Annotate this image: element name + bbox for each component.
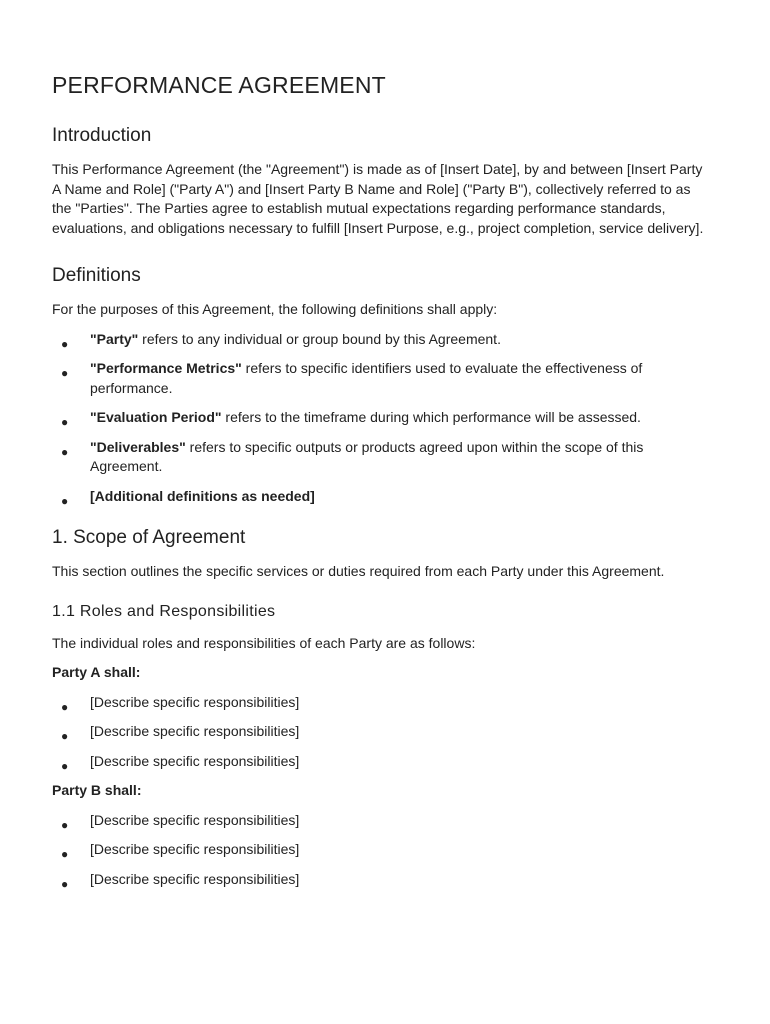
party-a-label: Party A shall:: [52, 664, 141, 680]
definition-text: refers to specific outputs or products agreed upon within the scope of this Agreement.: [90, 438, 644, 474]
bullet-icon: ●: [61, 415, 69, 429]
roles-lead: The individual roles and responsibilities of each Party are as follows:: [52, 634, 476, 651]
responsibility-text: [Describe specific responsibilities]: [90, 811, 300, 828]
definition-term: "Evaluation Period": [90, 409, 222, 425]
responsibility-text: [Describe specific responsibilities]: [90, 870, 300, 887]
responsibility-text: [Describe specific responsibilities]: [90, 693, 300, 710]
bullet-icon: ●: [61, 336, 69, 351]
bullet-icon: ●: [61, 444, 69, 459]
list-item: [52, 487, 712, 507]
definitions-heading: Definitions: [52, 265, 141, 286]
bullet-icon: ●: [61, 729, 69, 743]
document-page: [52, 70, 712, 899]
bullet-icon: ●: [61, 699, 69, 714]
bullet-icon: ●: [61, 493, 69, 508]
definition-term: "Deliverables": [90, 438, 186, 455]
list-item: [52, 438, 712, 477]
definition-term: "Party": [90, 330, 139, 347]
list-item: [52, 811, 712, 831]
party-b-label: Party B shall:: [52, 782, 142, 798]
party-b-list: [52, 811, 712, 890]
definition-term: [Additional definitions as needed]: [90, 487, 315, 504]
responsibility-text: [Describe specific responsibilities]: [90, 841, 300, 857]
definition-text: refers to specific identifiers used to evaluate the effectiveness of performance.: [90, 360, 643, 396]
list-item: [52, 359, 712, 398]
list-item: [52, 330, 712, 350]
document-title: PERFORMANCE AGREEMENT: [52, 72, 386, 98]
definition-text: refers to the timeframe during which performance will be assessed.: [221, 409, 641, 425]
bullet-icon: ●: [61, 366, 69, 380]
list-item: [52, 752, 712, 772]
bullet-icon: ●: [61, 817, 69, 832]
definition-term: "Performance Metrics": [90, 360, 242, 376]
bullet-icon: ●: [61, 758, 69, 773]
list-item: [52, 408, 712, 428]
list-item: [52, 722, 712, 742]
list-item: [52, 870, 712, 890]
scope-text: This section outlines the specific services or duties required from each Party under this Agreement.: [52, 563, 665, 579]
definitions-list: [52, 330, 712, 507]
definition-text: refers to any individual or group bound by this Agreement.: [138, 330, 501, 347]
roles-heading: 1.1 Roles and Responsibilities: [52, 602, 276, 620]
party-a-list: [52, 693, 712, 772]
introduction-heading: Introduction: [52, 125, 152, 146]
list-item: [52, 840, 712, 860]
bullet-icon: ●: [61, 847, 69, 861]
list-item: [52, 693, 712, 713]
scope-heading: 1. Scope of Agreement: [52, 527, 246, 548]
responsibility-text: [Describe specific responsibilities]: [90, 752, 300, 769]
responsibility-text: [Describe specific responsibilities]: [90, 723, 300, 739]
definitions-lead: For the purposes of this Agreement, the following definitions shall apply:: [52, 301, 498, 317]
bullet-icon: ●: [61, 876, 69, 891]
introduction-text: This Performance Agreement (the "Agreement") is made as of [Insert Date], by and between [Insert Party A Name and Role] ("Party A") and [Insert Party B Name and Role] ("Party B"), collectively referred to as the "Parties". The Parties agree to establish mutual expectations regarding performance standards, evaluations, and obligations necessary to fulfill [Insert Purpose, e.g., project completion, service delivery].: [52, 161, 704, 236]
